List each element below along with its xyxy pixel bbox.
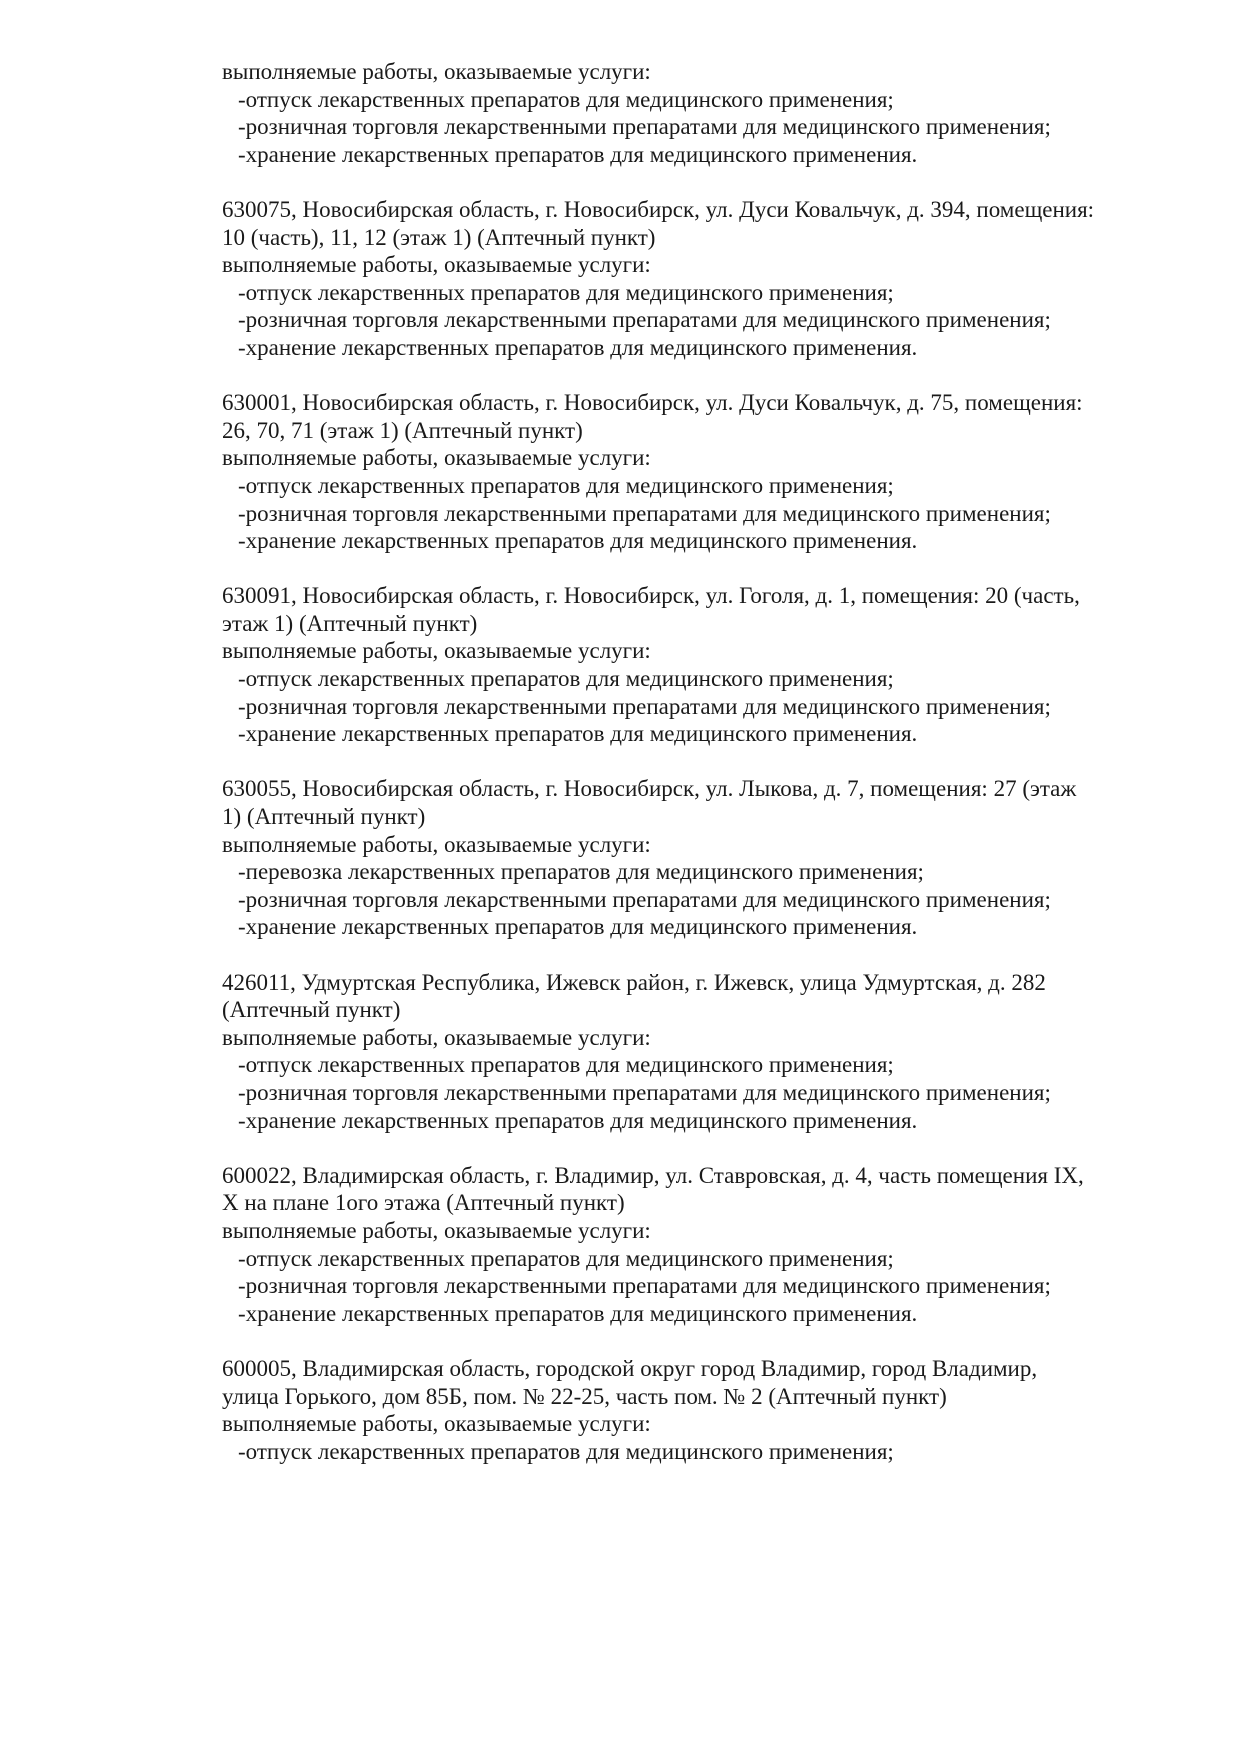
works-label: выполняемые работы, оказываемые услуги: <box>222 1217 651 1243</box>
service-item: -розничная торговля лекарственными препаратами для медицинского применения; <box>238 1273 1051 1299</box>
service-item: -розничная торговля лекарственными препаратами для медицинского применения; <box>238 886 1051 912</box>
service-item: -розничная торговля лекарственными препаратами для медицинского применения; <box>238 307 1051 333</box>
service-item: -отпуск лекарственных препаратов для медицинского применения; <box>238 279 894 305</box>
service-item: -розничная торговля лекарственными препаратами для медицинского применения; <box>238 693 1051 719</box>
service-item: -розничная торговля лекарственными препаратами для медицинского применения; <box>238 1079 1051 1105</box>
address-line: 1) (Аптечный пункт) <box>222 804 426 830</box>
service-item: -розничная торговля лекарственными препаратами для медицинского применения; <box>238 500 1051 526</box>
document-page <box>222 58 1202 1465</box>
license-entry <box>222 582 1202 748</box>
address-line: улица Горького, дом 85Б, пом. № 22-25, часть пом. № 2 (Аптечный пункт) <box>222 1383 947 1409</box>
address-line: 26, 70, 71 (этаж 1) (Аптечный пункт) <box>222 417 583 443</box>
works-label: выполняемые работы, оказываемые услуги: <box>222 1024 651 1050</box>
service-item: -хранение лекарственных препаратов для медицинского применения. <box>238 141 918 167</box>
license-entry <box>222 58 1202 168</box>
works-label: выполняемые работы, оказываемые услуги: <box>222 638 651 664</box>
works-label: выполняемые работы, оказываемые услуги: <box>222 831 651 857</box>
service-item: -отпуск лекарственных препаратов для медицинского применения; <box>238 472 894 498</box>
address-line: X на плане 1ого этажа (Аптечный пункт) <box>222 1190 625 1216</box>
license-entry <box>222 969 1202 1135</box>
service-item: -хранение лекарственных препаратов для медицинского применения. <box>238 1107 918 1133</box>
address-line: 630091, Новосибирская область, г. Новосибирск, ул. Гоголя, д. 1, помещения: 20 (часть, <box>222 583 1080 609</box>
address-line: 630001, Новосибирская область, г. Новосибирск, ул. Дуси Ковальчук, д. 75, помещения: <box>222 390 1083 416</box>
license-entry <box>222 775 1202 941</box>
service-item: -отпуск лекарственных препаратов для медицинского применения; <box>238 1245 894 1271</box>
license-entry <box>222 1355 1202 1465</box>
service-item: -розничная торговля лекарственными препаратами для медицинского применения; <box>238 114 1051 140</box>
service-item: -отпуск лекарственных препаратов для медицинского применения; <box>238 86 894 112</box>
address-line: этаж 1) (Аптечный пункт) <box>222 610 478 636</box>
address-line: 630055, Новосибирская область, г. Новосибирск, ул. Лыкова, д. 7, помещения: 27 (этаж <box>222 776 1077 802</box>
service-item: -хранение лекарственных препаратов для медицинского применения. <box>238 334 918 360</box>
license-entry <box>222 1162 1202 1328</box>
address-line: (Аптечный пункт) <box>222 997 401 1023</box>
service-item: -отпуск лекарственных препаратов для медицинского применения; <box>238 666 894 692</box>
service-item: -хранение лекарственных препаратов для медицинского применения. <box>238 528 918 554</box>
service-item: -перевозка лекарственных препаратов для медицинского применения; <box>238 859 924 885</box>
service-item: -хранение лекарственных препаратов для медицинского применения. <box>238 1300 918 1326</box>
address-line: 630075, Новосибирская область, г. Новосибирск, ул. Дуси Ковальчук, д. 394, помещения: <box>222 196 1095 222</box>
address-line: 600005, Владимирская область, городской округ город Владимир, город Владимир, <box>222 1355 1038 1381</box>
address-line: 426011, Удмуртская Республика, Ижевск район, г. Ижевск, улица Удмуртская, д. 282 <box>222 969 1046 995</box>
works-label: выполняемые работы, оказываемые услуги: <box>222 59 651 84</box>
license-entry <box>222 196 1202 362</box>
works-label: выполняемые работы, оказываемые услуги: <box>222 1411 651 1437</box>
service-item: -хранение лекарственных препаратов для медицинского применения. <box>238 914 918 940</box>
license-entry <box>222 389 1202 555</box>
works-label: выполняемые работы, оказываемые услуги: <box>222 445 651 471</box>
address-line: 10 (часть), 11, 12 (этаж 1) (Аптечный пункт) <box>222 224 656 250</box>
service-item: -отпуск лекарственных препаратов для медицинского применения; <box>238 1052 894 1078</box>
works-label: выполняемые работы, оказываемые услуги: <box>222 252 651 278</box>
address-line: 600022, Владимирская область, г. Владимир, ул. Ставровская, д. 4, часть помещения IX, <box>222 1162 1084 1188</box>
service-item: -хранение лекарственных препаратов для медицинского применения. <box>238 721 918 747</box>
service-item: -отпуск лекарственных препаратов для медицинского применения; <box>238 1438 894 1464</box>
